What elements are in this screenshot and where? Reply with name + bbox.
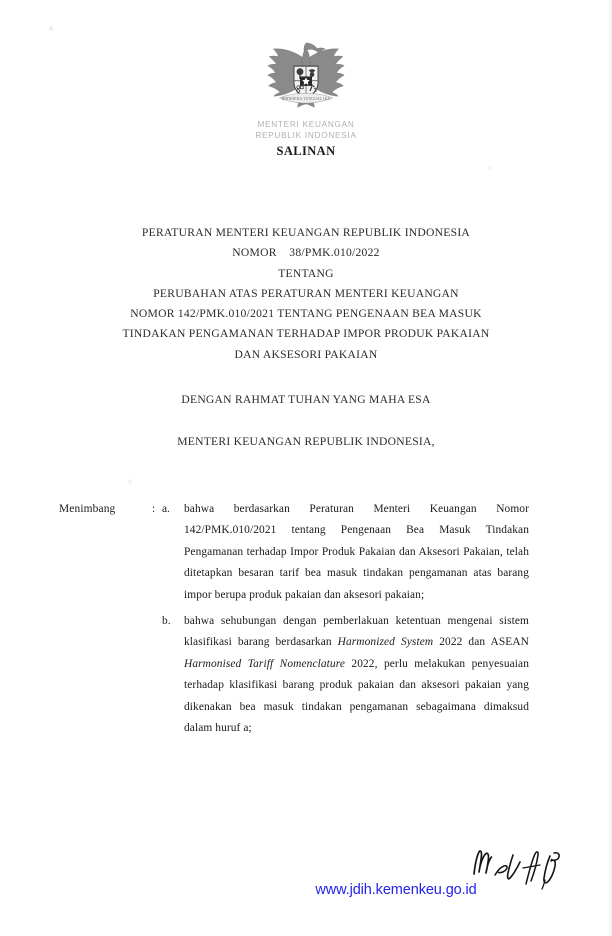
title-line-subject-2: NOMOR 142/PMK.010/2021 TENTANG PENGENAAN BEA MASUK: [130, 307, 482, 321]
considering-text-a: bahwa berdasarkan Peraturan Menteri Keuangan Nomor 142/PMK.010/2021 tentang Pengenaan Bea Masuk Tindakan Pengamanan terhadap Impor Produk Pakaian dan Aksesori Pakaian, telah ditetapkan besaran tarif bea masuk tindakan pengamanan atas barang impor berupa produk pakaian dan aksesori pakaian;: [184, 503, 529, 601]
ministry-name-line-2: REPUBLIK INDONESIA: [255, 131, 357, 140]
considering-marker-b: b.: [162, 615, 171, 628]
considering-section: [0, 499, 612, 739]
jdih-watermark-url[interactable]: www.jdih.kemenkeu.go.id: [315, 882, 477, 898]
document-header: [0, 30, 612, 159]
scan-artifact: [487, 166, 491, 170]
title-line-number: NOMOR 38/PMK.010/2022: [232, 246, 380, 260]
preamble-invocation: DENGAN RAHMAT TUHAN YANG MAHA ESA: [181, 393, 431, 406]
considering-text-b-italic-2: Harmonised Tariff Nomenclature: [184, 657, 345, 670]
title-line-regulation: PERATURAN MENTERI KEUANGAN REPUBLIK INDONESIA: [141, 226, 471, 239]
considering-marker-a: a.: [162, 503, 170, 515]
preamble-authority: MENTERI KEUANGAN REPUBLIK INDONESIA,: [177, 435, 435, 448]
considering-text-b-part-2: 2022 dan ASEAN: [433, 636, 529, 649]
document-title-block: [56, 223, 556, 365]
title-line-tentang: TENTANG: [278, 266, 334, 280]
considering-text-b-part-1: bahwa sehubungan dengan pemberlakuan ketentuan mengenai sistem klasifikasi barang berdasarkan: [184, 615, 529, 649]
considering-text-b-italic-1: Harmonized System: [337, 636, 434, 649]
considering-colon: :: [152, 503, 156, 515]
title-line-subject-4: DAN AKSESORI PAKAIAN: [234, 347, 378, 361]
considering-item-a: [0, 499, 612, 606]
considering-text-b-part-3: 2022, perlu melakukan penyesuaian terhadap klasifikasi barang produk pakaian dan aksesori pakaian yang dikenakan bea masuk tindakan pengamanan sebagaimana dimaksud dalam huruf a;: [184, 657, 529, 735]
considering-label: Menimbang: [59, 503, 116, 515]
scan-artifact: [128, 479, 132, 484]
copy-mark-salinan: SALINAN: [276, 144, 336, 158]
considering-item-b: [0, 611, 612, 739]
ministry-name-line-1: MENTERI KEUANGAN: [257, 120, 355, 129]
garuda-pancasila-emblem: [263, 30, 349, 116]
svg-text:BHINNEKA TUNGGAL IKA: BHINNEKA TUNGGAL IKA: [281, 97, 331, 102]
title-line-subject-1: PERUBAHAN ATAS PERATURAN MENTERI KEUANGAN: [153, 286, 459, 300]
title-line-subject-3: TINDAKAN PENGAMANAN TERHADAP IMPOR PRODUK PAKAIAN: [122, 327, 490, 341]
considering-text-b: [184, 611, 529, 739]
